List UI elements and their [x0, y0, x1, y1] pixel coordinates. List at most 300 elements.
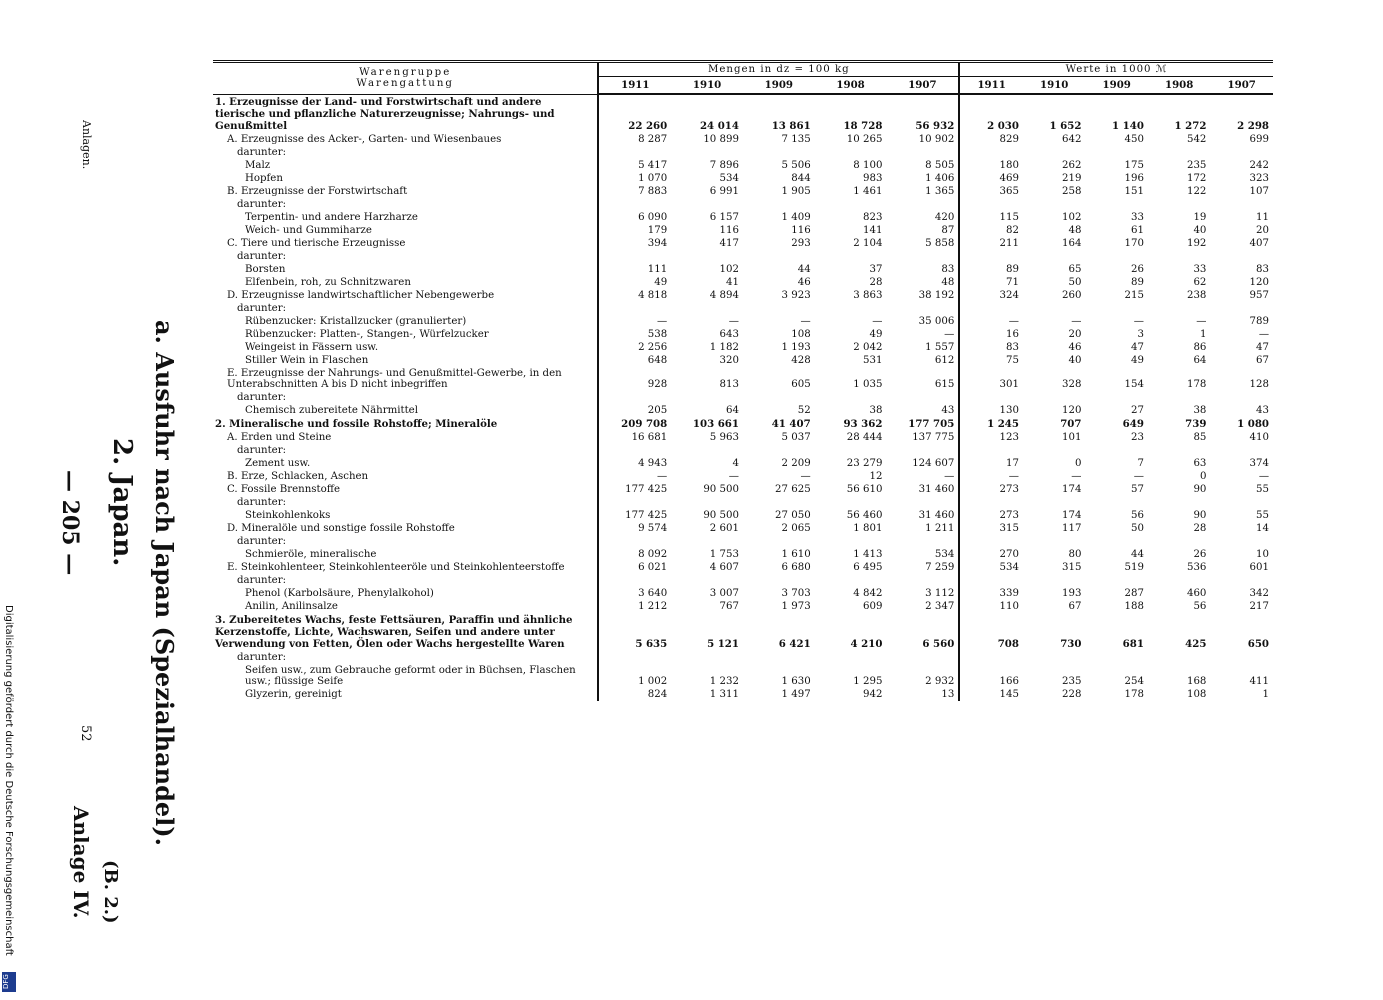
value-cell — [1148, 198, 1210, 211]
table-row — [213, 276, 1273, 289]
table-row — [213, 587, 1273, 600]
value-cell: 83 — [959, 341, 1023, 354]
value-cell: — — [1258, 328, 1269, 340]
value-cell: 65 — [1068, 263, 1082, 275]
table-row — [213, 444, 1273, 457]
quantity-cell: 1 212 — [638, 600, 668, 612]
row-label: Malz — [213, 159, 598, 172]
row-label: Weich- und Gummiharze — [213, 224, 598, 237]
row-label: Anilin, Anilinsalze — [213, 600, 598, 613]
table-row — [213, 328, 1273, 341]
value-cell: 55 — [1256, 509, 1269, 521]
table-row — [213, 302, 1273, 315]
quantity-cell: 209 708 — [621, 417, 668, 430]
quantity-cell: 56 610 — [846, 483, 883, 495]
quantity-cell: 844 — [791, 172, 811, 184]
value-cell: 407 — [1249, 237, 1269, 249]
quantity-cell — [598, 250, 671, 263]
value-cell: 48 — [1068, 224, 1082, 236]
row-label: darunter: — [213, 574, 598, 587]
quantity-cell: 48 — [941, 276, 955, 288]
quantity-cell: 31 460 — [918, 509, 955, 521]
value-cell — [959, 198, 1023, 211]
value-cell: 55 — [1256, 483, 1269, 495]
quantity-cell: 813 — [719, 378, 739, 390]
quantity-cell — [671, 302, 743, 315]
value-cell — [1085, 146, 1147, 159]
quantity-cell: 24 014 — [699, 119, 739, 132]
value-cell: 411 — [1249, 675, 1269, 687]
value-cell — [1210, 391, 1273, 404]
table-row — [213, 496, 1273, 509]
value-cell — [959, 496, 1023, 509]
quantity-cell: 177 425 — [625, 509, 668, 521]
quantity-cell: 1 409 — [781, 211, 811, 223]
label-header — [213, 62, 598, 95]
value-cell: 188 — [1124, 600, 1144, 612]
value-cell — [1085, 496, 1147, 509]
quantity-cell: 1 497 — [781, 688, 811, 700]
value-cell — [1023, 302, 1085, 315]
quantity-cell — [671, 146, 743, 159]
value-year-header: 1907 — [1210, 77, 1273, 95]
quantity-cell: 102 — [719, 263, 739, 275]
value-cell — [1023, 651, 1085, 664]
quantity-cell — [671, 496, 743, 509]
quantity-cell: 293 — [791, 237, 811, 249]
row-label: E. Steinkohlenteer, Steinkohlenteeröle und Steinkohlenteerstoffe — [213, 561, 598, 574]
quantity-cell: 38 192 — [918, 289, 955, 301]
quantity-cell: 1 182 — [709, 341, 739, 353]
value-cell — [959, 146, 1023, 159]
value-cell: 238 — [1186, 289, 1207, 301]
quantity-cell: 648 — [647, 354, 668, 366]
value-cell: 123 — [959, 431, 1023, 444]
value-cell — [959, 250, 1023, 263]
value-cell: 61 — [1130, 224, 1144, 236]
table-row — [213, 146, 1273, 159]
quantity-cell: 5 506 — [781, 159, 811, 171]
quantity-cell: 52 — [797, 404, 811, 416]
quantity-cell: 1 311 — [709, 688, 739, 700]
value-cell: 260 — [1062, 289, 1082, 301]
col-group-header: Warengruppe — [359, 67, 452, 79]
value-cell — [1023, 444, 1085, 457]
quantity-cell: 28 — [869, 276, 883, 288]
value-cell: 730 — [1060, 637, 1082, 650]
quantity-cell — [598, 302, 671, 315]
quantity-cell: 534 — [934, 548, 955, 560]
value-cell: 601 — [1249, 561, 1269, 573]
value-cell: 47 — [1256, 341, 1269, 353]
row-label: darunter: — [213, 198, 598, 211]
value-cell: 324 — [959, 289, 1023, 302]
quantity-cell: 3 923 — [781, 289, 811, 301]
value-cell: — — [1071, 470, 1082, 482]
value-cell: 43 — [1256, 404, 1269, 416]
value-cell: 122 — [1186, 185, 1207, 197]
value-cell: 262 — [1062, 159, 1082, 171]
table-row — [213, 263, 1273, 276]
table-row — [213, 535, 1273, 548]
value-cell: 47 — [1130, 341, 1144, 353]
footer-page: 52 — [78, 725, 93, 742]
section-heading: a. Ausfuhr nach Japan (Spezialhandel). — [150, 320, 179, 847]
quantity-cell — [886, 146, 959, 159]
quantity-cell: 1 365 — [925, 185, 955, 197]
value-cell: 2 298 — [1237, 119, 1269, 132]
value-cell — [1085, 651, 1147, 664]
table-row — [213, 159, 1273, 172]
value-cell: 16 — [959, 328, 1023, 341]
row-label: Schmieröle, mineralische — [213, 548, 598, 561]
row-label: darunter: — [213, 250, 598, 263]
value-cell: 699 — [1249, 133, 1269, 145]
quantity-cell: 6 157 — [709, 211, 739, 223]
quantity-cell: 141 — [862, 224, 883, 236]
value-cell: 151 — [1124, 185, 1144, 197]
value-cell: 739 — [1185, 417, 1207, 430]
export-table — [213, 60, 1273, 701]
value-cell: 1 — [1262, 688, 1269, 700]
quantity-cell: 320 — [719, 354, 739, 366]
row-label: darunter: — [213, 496, 598, 509]
quantity-year-header: 1908 — [815, 77, 887, 95]
table-row — [213, 457, 1273, 470]
value-cell — [959, 391, 1023, 404]
quantity-cell: 56 932 — [915, 119, 955, 132]
table-row — [213, 315, 1273, 328]
value-cell — [959, 535, 1023, 548]
value-cell: 26 — [1130, 263, 1144, 275]
quantity-cell — [815, 574, 887, 587]
value-cell: 145 — [959, 688, 1023, 701]
value-cell: 89 — [959, 263, 1023, 276]
quantity-cell — [671, 198, 743, 211]
value-cell: 164 — [1062, 237, 1082, 249]
quantity-cell: 116 — [791, 224, 811, 236]
quantity-cell: 108 — [791, 328, 811, 340]
value-cell — [1210, 146, 1273, 159]
value-cell: 957 — [1249, 289, 1269, 301]
row-label: Rübenzucker: Kristallzucker (granulierter) — [213, 315, 598, 328]
quantity-cell — [671, 574, 743, 587]
value-cell: 707 — [1060, 417, 1082, 430]
value-cell: 120 — [1249, 276, 1269, 288]
value-cell: 20 — [1256, 224, 1269, 236]
quantity-cell — [886, 574, 959, 587]
table-row — [213, 548, 1273, 561]
table-row — [213, 94, 1273, 133]
table-frame — [198, 60, 1273, 940]
value-cell: 44 — [1130, 548, 1144, 560]
quantity-cell: 116 — [719, 224, 739, 236]
quantity-cell: 3 007 — [709, 587, 739, 599]
quantity-cell: 90 500 — [703, 509, 739, 521]
quantity-cell: 4 — [732, 457, 739, 469]
quantity-cell — [743, 574, 815, 587]
value-cell: 193 — [1062, 587, 1082, 599]
value-cell — [1210, 535, 1273, 548]
value-cell — [959, 574, 1023, 587]
quantity-cell — [598, 574, 671, 587]
value-cell — [1148, 535, 1210, 548]
quantity-cell: 428 — [791, 354, 811, 366]
row-label: Weingeist in Fässern usw. — [213, 341, 598, 354]
value-cell: 170 — [1124, 237, 1144, 249]
quantity-cell: 1 211 — [925, 522, 955, 534]
value-year-header: 1908 — [1148, 77, 1210, 95]
quantity-cell — [886, 302, 959, 315]
quantity-cell — [671, 391, 743, 404]
table-row — [213, 688, 1273, 701]
value-cell: 534 — [959, 561, 1023, 574]
value-cell: 28 — [1193, 522, 1207, 534]
footer-left: Anlagen. — [80, 120, 93, 170]
value-cell: 460 — [1186, 587, 1207, 599]
quantity-cell: — — [728, 315, 739, 327]
value-cell: 40 — [1193, 224, 1207, 236]
value-cell: 83 — [1256, 263, 1269, 275]
value-cell: 174 — [1062, 509, 1082, 521]
value-cell: 38 — [1193, 404, 1207, 416]
quantity-cell: 1 973 — [781, 600, 811, 612]
table-row — [213, 574, 1273, 587]
quantity-cell — [886, 391, 959, 404]
value-cell: 90 — [1193, 483, 1207, 495]
quantity-cell — [671, 535, 743, 548]
value-cell — [1085, 302, 1147, 315]
value-cell: 17 — [959, 457, 1023, 470]
value-cell: 82 — [959, 224, 1023, 237]
quantity-cell: 8 100 — [853, 159, 883, 171]
table-row — [213, 367, 1273, 391]
value-cell: 681 — [1122, 637, 1144, 650]
quantity-cell: 27 625 — [775, 483, 811, 495]
value-cell: 33 — [1130, 211, 1144, 223]
value-cell — [959, 444, 1023, 457]
value-cell: 425 — [1185, 637, 1207, 650]
quantity-cell: 1 905 — [781, 185, 811, 197]
value-cell: 217 — [1249, 600, 1269, 612]
value-cell: 86 — [1193, 341, 1207, 353]
value-cell: 1 — [1199, 328, 1207, 340]
quantity-cell: 13 — [941, 688, 955, 700]
quantity-cell — [743, 535, 815, 548]
quantity-cell: 64 — [726, 404, 739, 416]
value-cell: 469 — [959, 172, 1023, 185]
value-cell: 519 — [1124, 561, 1144, 573]
quantity-cell — [815, 496, 887, 509]
quantity-cell — [815, 535, 887, 548]
value-cell: 178 — [1124, 688, 1144, 700]
quantity-cell: 531 — [862, 354, 883, 366]
value-cell: — — [959, 315, 1023, 328]
value-cell: 3 — [1137, 328, 1144, 340]
value-cell: 315 — [959, 522, 1023, 535]
value-cell: 235 — [1186, 159, 1207, 171]
quantity-cell: 1 295 — [853, 675, 883, 687]
table-row — [213, 224, 1273, 237]
quantity-cell: — — [657, 315, 668, 327]
quantity-cell: 2 347 — [925, 600, 955, 612]
value-cell — [1023, 198, 1085, 211]
value-cell — [1085, 198, 1147, 211]
value-cell: 75 — [959, 354, 1023, 367]
quantity-cell: 10 899 — [703, 133, 739, 145]
quantity-cell: 2 932 — [925, 675, 955, 687]
table-row — [213, 237, 1273, 250]
quantity-cell: 90 500 — [703, 483, 739, 495]
value-cell — [1023, 250, 1085, 263]
row-label: 3. Zubereitetes Wachs, feste Fettsäuren, Paraffin und ähnliche Kerzenstoffe, Lichte, Wachswaren, Seifen und andere unter Verwendung von Fetten, Ölen oder Wachs hergestellte Waren — [213, 613, 598, 651]
quantity-cell: 87 — [941, 224, 955, 236]
quantity-cell: 824 — [647, 688, 668, 700]
quantity-cell — [886, 250, 959, 263]
quantity-cell: 7 896 — [709, 159, 739, 171]
quantity-cell: 2 256 — [638, 341, 668, 353]
value-cell: 287 — [1124, 587, 1144, 599]
value-cell: 46 — [1068, 341, 1082, 353]
value-cell: 57 — [1130, 483, 1144, 495]
quantity-cell — [886, 198, 959, 211]
quantity-cell: 3 863 — [853, 289, 883, 301]
quantity-cell: 605 — [791, 378, 811, 390]
quantity-cell — [598, 535, 671, 548]
quantity-cell — [815, 198, 887, 211]
row-label: 2. Mineralische und fossile Rohstoffe; Mineralöle — [213, 417, 598, 431]
value-cell: 180 — [959, 159, 1023, 172]
value-cell — [1085, 535, 1147, 548]
table-row — [213, 522, 1273, 535]
quantity-cell: 3 703 — [781, 587, 811, 599]
value-cell — [1148, 250, 1210, 263]
value-cell: 649 — [1122, 417, 1144, 430]
value-cell: 63 — [1193, 457, 1207, 469]
value-cell: — — [1258, 470, 1269, 482]
table-row — [213, 172, 1273, 185]
quantity-cell: 5 037 — [781, 431, 811, 443]
row-label: Elfenbein, roh, zu Schnitzwaren — [213, 276, 598, 289]
row-label: E. Erzeugnisse der Nahrungs- und Genußmittel-Gewerbe, in den Unterabschnitten A bis D nicht inbegriffen — [213, 367, 598, 391]
quantity-cell: 5 635 — [635, 637, 668, 650]
quantity-cell — [886, 496, 959, 509]
quantity-cell: 3 112 — [925, 587, 955, 599]
header-row-groups — [213, 62, 1273, 77]
quantity-cell — [598, 651, 671, 664]
table-row — [213, 470, 1273, 483]
quantity-cell: 205 — [647, 404, 668, 416]
quantity-cell: 41 407 — [771, 417, 811, 430]
table-row — [213, 211, 1273, 224]
row-label: A. Erzeugnisse des Acker-, Garten- und Wiesenbaues — [213, 133, 598, 146]
quantity-cell: 6 991 — [709, 185, 739, 197]
value-year-header: 1911 — [959, 77, 1023, 95]
value-cell: 1 272 — [1174, 119, 1207, 132]
appendix-sub: (B. 2.) — [100, 860, 121, 924]
quantity-cell: 2 042 — [853, 341, 883, 353]
quantity-cell — [598, 391, 671, 404]
value-cell: 19 — [1193, 211, 1207, 223]
quantity-cell: 177 425 — [625, 483, 668, 495]
quantity-cell: 2 601 — [709, 522, 739, 534]
quantity-cell: 609 — [862, 600, 883, 612]
quantity-cell — [815, 146, 887, 159]
value-cell: 301 — [959, 367, 1023, 391]
quantity-year-header: 1907 — [886, 77, 959, 95]
value-cell: 708 — [959, 613, 1023, 651]
quantity-cell: 46 — [797, 276, 811, 288]
quantity-cell: — — [944, 470, 955, 482]
value-cell: — — [1133, 315, 1144, 327]
quantity-cell: 7 259 — [925, 561, 955, 573]
value-cell: 85 — [1193, 431, 1207, 443]
quantity-cell — [743, 651, 815, 664]
row-label: Phenol (Karbolsäure, Phenylalkohol) — [213, 587, 598, 600]
quantity-cell — [886, 535, 959, 548]
quantity-cell: 28 444 — [846, 431, 883, 443]
table-row — [213, 185, 1273, 198]
value-cell: 258 — [1062, 185, 1082, 197]
value-cell: 80 — [1068, 548, 1082, 560]
value-cell: 174 — [1062, 483, 1082, 495]
table-row — [213, 483, 1273, 496]
quantity-cell: 928 — [647, 378, 668, 390]
quantity-cell: 1 193 — [781, 341, 811, 353]
value-cell: 7 — [1137, 457, 1144, 469]
table-row — [213, 509, 1273, 522]
row-label: darunter: — [213, 391, 598, 404]
value-cell: 536 — [1186, 561, 1207, 573]
quantity-cell: 983 — [862, 172, 883, 184]
quantity-cell — [815, 250, 887, 263]
row-label: darunter: — [213, 146, 598, 159]
row-label: Borsten — [213, 263, 598, 276]
value-cell: 211 — [959, 237, 1023, 250]
quantity-cell: 942 — [862, 688, 883, 700]
value-cell — [1210, 444, 1273, 457]
quantity-cell: 767 — [719, 600, 739, 612]
value-cell — [1023, 146, 1085, 159]
table-row — [213, 391, 1273, 404]
row-label: Glyzerin, gereinigt — [213, 688, 598, 701]
value-cell — [1148, 391, 1210, 404]
value-cell — [1210, 651, 1273, 664]
quantity-cell: 534 — [719, 172, 739, 184]
value-cell — [1085, 391, 1147, 404]
quantity-cell: 37 — [869, 263, 883, 275]
col-type-header: Warengattung — [356, 78, 454, 90]
value-cell: 374 — [1249, 457, 1269, 469]
value-cell: 108 — [1186, 688, 1207, 700]
table-row — [213, 664, 1273, 688]
dfg-logo: DFG — [2, 972, 16, 992]
quantity-cell: 43 — [941, 404, 955, 416]
quantity-cell: 44 — [797, 263, 811, 275]
quantity-cell: 6 560 — [922, 637, 955, 650]
quantity-cell: 615 — [934, 378, 955, 390]
quantity-cell: 612 — [934, 354, 955, 366]
value-cell: 172 — [1186, 172, 1207, 184]
table-row — [213, 431, 1273, 444]
value-cell: 33 — [1193, 263, 1207, 275]
value-cell — [1148, 444, 1210, 457]
value-cell — [959, 302, 1023, 315]
value-cell: 273 — [959, 509, 1023, 522]
quantity-cell: 1 070 — [638, 172, 668, 184]
value-cell: 2 030 — [959, 94, 1023, 133]
value-cell: 192 — [1186, 237, 1207, 249]
